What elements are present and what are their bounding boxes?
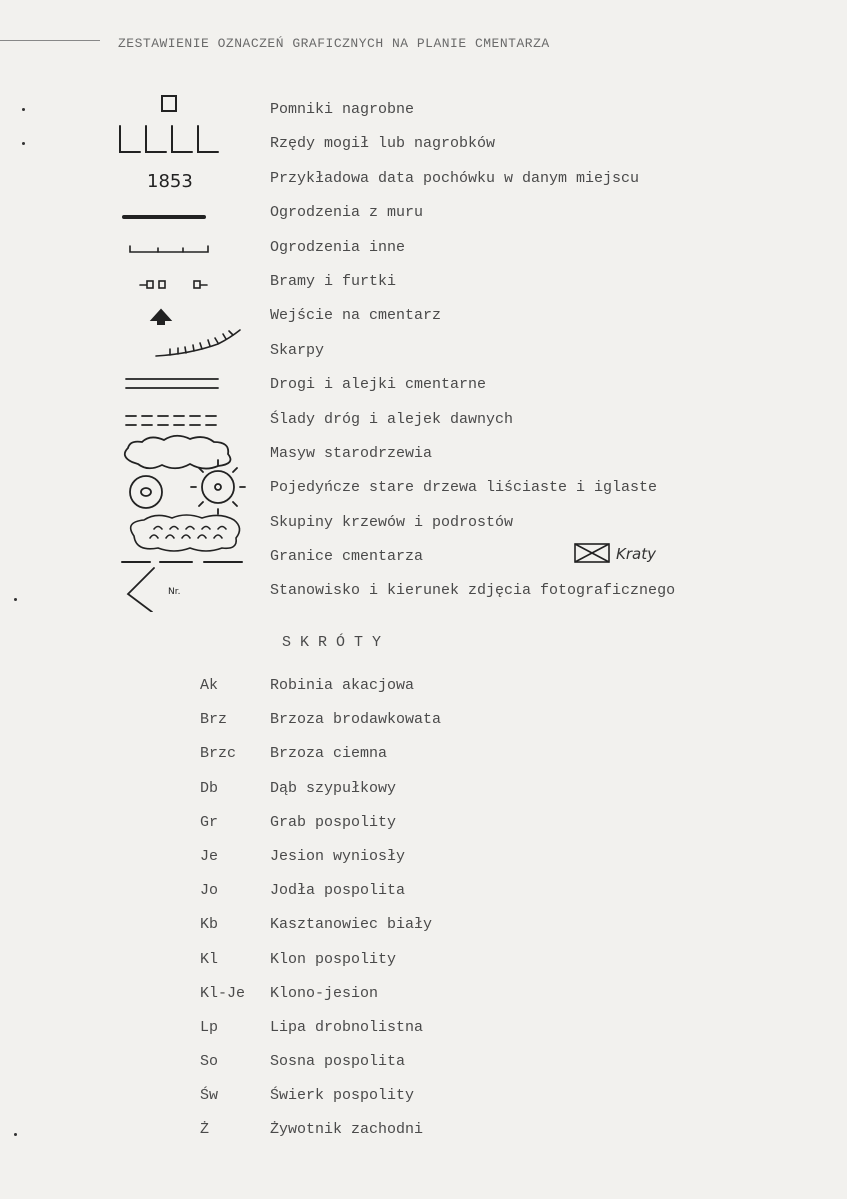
photo-position-icon (128, 568, 154, 612)
list-item (200, 1052, 441, 1086)
grave-rows-icon (120, 126, 218, 152)
legend-item: Granice cmentarza (270, 548, 424, 566)
abbr-code: Ż (200, 1121, 210, 1139)
legend-item: Skupiny krzewów i podrostów (270, 513, 514, 531)
abbr-name: Grab pospolity (270, 813, 397, 831)
legend-item: Przykładowa data pochówku w danym miejscu (270, 169, 640, 187)
list-item (200, 881, 441, 915)
gate-icon (140, 281, 207, 288)
list-item (200, 1018, 441, 1052)
abbr-name: Kasztanowiec biały (270, 916, 433, 934)
list-item (200, 915, 441, 949)
abbr-code: Kl (200, 950, 219, 968)
legend-item: Bramy i furtki (270, 272, 397, 290)
abbreviations-list (200, 676, 441, 1155)
abbr-name: Robinia akacjowa (270, 677, 415, 694)
legend-item: Pojedyńcze stare drzewa liściaste i iglaste (270, 479, 658, 497)
abbr-name: Żywotnik zachodni (270, 1121, 424, 1139)
list-item (200, 1086, 441, 1120)
list-item (200, 950, 441, 984)
legend-item: Rzędy mogił lub nagrobków (270, 135, 496, 153)
abbr-code: So (200, 1053, 219, 1071)
entrance-arrow-icon (152, 310, 170, 324)
legend-item: Ogrodzenia z muru (270, 204, 424, 222)
abbr-name: Lipa drobnolistna (270, 1018, 424, 1036)
abbr-name: Klon pospolity (270, 950, 397, 968)
legend-item: Ślady dróg i alejek dawnych (270, 410, 514, 428)
margin-dot (14, 1133, 17, 1136)
date-icon: 1853 (147, 171, 193, 192)
list-item (200, 1120, 441, 1154)
abbr-code: Gr (200, 813, 219, 831)
abbr-code: Jo (200, 882, 219, 900)
abbr-code: Kb (200, 916, 219, 934)
list-item (200, 984, 441, 1018)
abbreviations-heading: SKRÓTY (282, 634, 391, 651)
legend-item: Pomniki nagrobne (270, 101, 415, 118)
legend-item: Wejście na cmentarz (270, 307, 442, 325)
legend-item: Masyw starodrzewia (270, 444, 433, 462)
abbr-name: Klono-jesion (270, 984, 379, 1002)
abbr-code: Ak (200, 677, 219, 694)
legend-item: Drogi i alejki cmentarne (270, 376, 487, 394)
legend-item: Skarpy (270, 341, 325, 359)
abbr-name: Świerk pospolity (270, 1087, 415, 1105)
abbr-code: Kl-Je (200, 984, 246, 1002)
list-item (200, 676, 441, 710)
grille-label: Kraty (616, 545, 656, 563)
legend-item: Stanowisko i kierunek zdjęcia fotograficznego (270, 582, 676, 600)
abbr-code: Lp (200, 1018, 219, 1036)
abbr-code: Brz (200, 711, 228, 729)
old-forest-icon (125, 436, 231, 469)
list-item (200, 744, 441, 778)
abbr-name: Jodła pospolita (270, 882, 406, 900)
other-fence-icon (130, 246, 208, 252)
slope-icon (156, 330, 240, 356)
legend-symbols (110, 92, 250, 612)
list-item (200, 779, 441, 813)
margin-dot (22, 108, 25, 111)
list-item (200, 813, 441, 847)
abbr-code: Brzc (200, 745, 237, 763)
abbr-name: Dąb szypułkowy (270, 779, 397, 797)
list-item (200, 710, 441, 744)
margin-dot (22, 142, 25, 145)
abbr-name: Sosna pospolita (270, 1053, 406, 1071)
legend-list (270, 100, 675, 616)
abbr-code: Św (200, 1087, 219, 1105)
photo-number-label: Nr. (168, 587, 181, 597)
old-road-icon (126, 416, 216, 425)
abbr-name: Brzoza brodawkowata (270, 711, 442, 729)
abbr-name: Jesion wyniosły (270, 847, 406, 865)
margin-dot (14, 598, 17, 601)
page-title: ZESTAWIENIE OZNACZEŃ GRAFICZNYCH NA PLANIE CMENTARZA (118, 36, 550, 51)
shrubs-icon (131, 515, 240, 551)
legend-item: Ogrodzenia inne (270, 238, 406, 256)
abbr-code: Je (200, 847, 219, 865)
list-item (200, 847, 441, 881)
top-rule (0, 40, 100, 41)
abbr-name: Brzoza ciemna (270, 745, 388, 763)
road-icon (126, 379, 218, 388)
monument-icon (162, 96, 176, 111)
abbr-code: Db (200, 779, 219, 797)
